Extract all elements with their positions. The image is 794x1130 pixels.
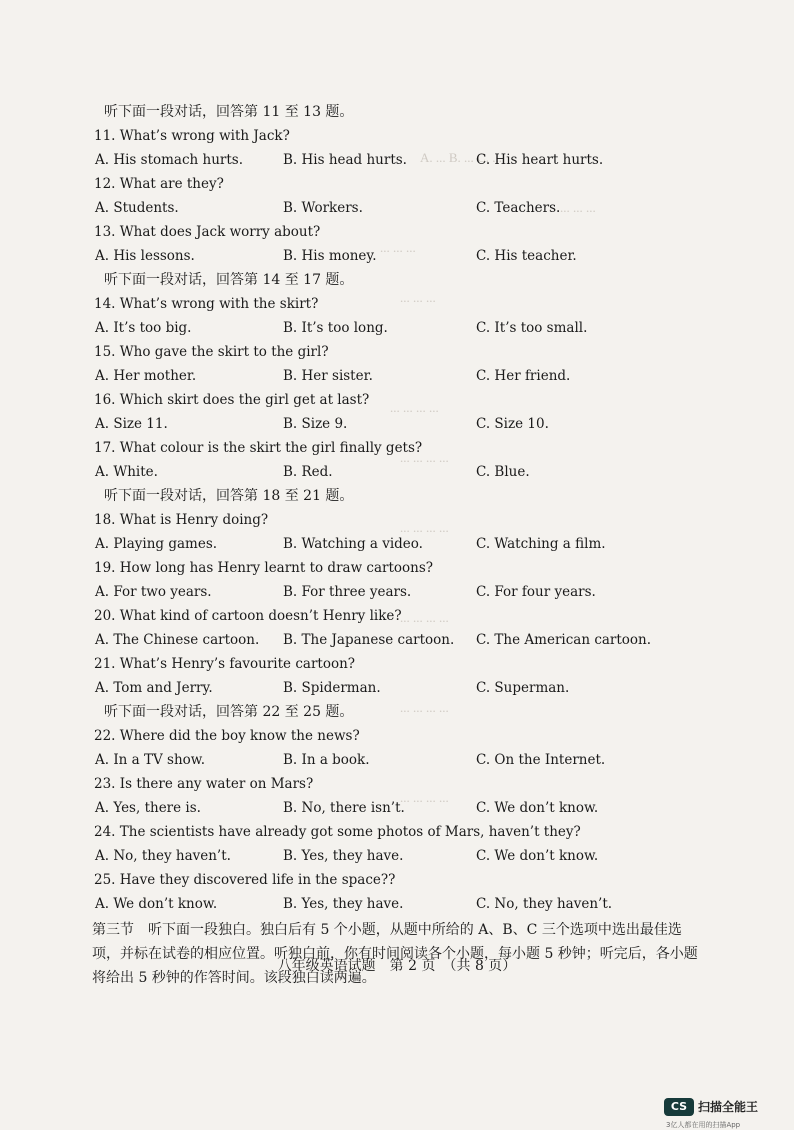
question-stem: 24. The scientists have already got some photos of Mars, haven’t they?	[94, 824, 581, 840]
option-c: C. It’s too small.	[476, 320, 588, 336]
answer-options	[92, 748, 712, 772]
option-b: B. His head hurts.	[283, 152, 407, 168]
question-item	[92, 652, 712, 700]
question-stem: 19. How long has Henry learnt to draw cartoons?	[94, 560, 434, 576]
answer-options	[92, 532, 712, 556]
scanner-tagline: 3亿人都在用的扫描App	[666, 1121, 741, 1129]
option-c: C. For four years.	[476, 584, 596, 600]
answer-options	[92, 196, 712, 220]
question-item	[92, 436, 712, 484]
question-stem: 17. What colour is the skirt the girl finally gets?	[94, 440, 423, 456]
option-a: A. In a TV show.	[95, 752, 206, 768]
section-header: 听下面一段对话，回答第 18 至 21 题。	[104, 488, 354, 504]
answer-options	[92, 460, 712, 484]
exam-page: A. ... B. ... C. ... ... ... ... ... ... ... ... ... ... ... ... ... ... ... ... ... ... ... ... ... ... ... ... ... ... ... ... ... ... ... ... ... ... 听下面一段对话，回答第 11 至 13 题。 11. What’s wrong with Jack? A. His stomach hurts. B. His head hurts. C. His heart hurts. 12. What are they? A. Students. B. Workers. C. Teachers. 13. What does Jack worry about? A. His lessons. B. His money. C. His teacher. 听下面一段对话，回答第 14 至 17 题。 14. What’s wrong with the skirt? A. It’s too big. B. It’s too long. C. It’s too small. 15. Who gave the skirt to the girl? A. Her mother. B. Her sister. C. Her friend. 16. Which skirt does the girl get at last? A. Size 11. B. Size 9. C. Size 10. 17. What colour is the skirt the girl finally gets? A. White. B. Red. C. Blue. 听下面一段对话，回答第 18 至 21 题。 18. What is Henry doing? A. Playing games. B. Watching a video. C. Watching a film. 19. How long has Henry learnt to draw cartoons? A. For two years. B. For three years. C. For four years. 20. What kind of cartoon doesn’t Henry like? A. The Chinese cartoon. B. The Japanese cartoon. C. The American cartoon. 21. What’s Henry’s favourite cartoon? A. Tom and Jerry. B. Spiderman. C. Superman. 听下面一段对话，回答第 22 至 25 题。 22. Where did the boy know the news? A. In a TV show. B. In a book. C. On the Internet. 23. Is there any water on Mars? A. Yes, there is. B. No, there isn’t. C. We don’t know. 24. The scientists have already got some photos of Mars, haven’t they? A. No, they haven’t. B. Yes, they have. C. We don’t know. 25. Have they discovered life in the space?? A. We don’t know. B. Yes, they have. C. No, they haven’t. 第三节 听下面一段独白。独白后有 5 个小题，从题中所给的 A、B、C 三个选项中选出最佳选项，并标在试卷的相应位置。听独白前，你有时间阅读各个小题，每小题 5 秒钟；听完后，各小题将给出 5 秒钟的作答时间。该段独白读两遍。 八年级英语试题 第 2 页 （共 8 页） CS 扫描全能王 3亿人都在用的扫描App	[0, 0, 794, 1124]
option-b: B. The Japanese cartoon.	[283, 632, 455, 648]
question-stem: 25. Have they discovered life in the space??	[94, 872, 396, 888]
question-item	[92, 724, 712, 772]
answer-options	[92, 364, 712, 388]
option-a: A. No, they haven’t.	[95, 848, 231, 864]
question-content	[92, 100, 712, 990]
answer-options	[92, 244, 712, 268]
option-b: B. No, there isn’t.	[283, 800, 405, 816]
option-b: B. Spiderman.	[283, 680, 381, 696]
option-a: A. Tom and Jerry.	[95, 680, 213, 696]
option-a: A. His lessons.	[95, 248, 195, 264]
option-a: A. We don’t know.	[95, 896, 218, 912]
question-item	[92, 220, 712, 268]
option-c: C. Size 10.	[476, 416, 549, 432]
option-a: A. Size 11.	[95, 416, 168, 432]
question-item	[92, 292, 712, 340]
option-a: A. White.	[95, 464, 158, 480]
question-item	[92, 604, 712, 652]
option-a: A. Her mother.	[95, 368, 197, 384]
option-c: C. Blue.	[476, 464, 530, 480]
answer-options	[92, 628, 712, 652]
option-b: B. It’s too long.	[283, 320, 388, 336]
option-a: A. Yes, there is.	[95, 800, 201, 816]
answer-options	[92, 892, 712, 916]
option-c: C. Teachers.	[476, 200, 561, 216]
question-item	[92, 772, 712, 820]
question-stem: 15. Who gave the skirt to the girl?	[94, 344, 329, 360]
question-item	[92, 172, 712, 220]
option-a: A. Playing games.	[95, 536, 218, 552]
option-b: B. In a book.	[283, 752, 370, 768]
question-stem: 14. What’s wrong with the skirt?	[94, 296, 319, 312]
question-item	[92, 124, 712, 172]
page-footer: 八年级英语试题 第 2 页 （共 8 页）	[277, 958, 517, 974]
question-item	[92, 556, 712, 604]
question-item	[92, 868, 712, 916]
question-stem: 16. Which skirt does the girl get at last?	[94, 392, 370, 408]
option-b: B. Yes, they have.	[283, 896, 404, 912]
question-stem: 23. Is there any water on Mars?	[94, 776, 314, 792]
option-b: B. Yes, they have.	[283, 848, 404, 864]
option-a: A. Students.	[95, 200, 179, 216]
answer-options	[92, 148, 712, 172]
camscanner-logo-icon: CS	[664, 1098, 694, 1116]
question-stem: 13. What does Jack worry about?	[94, 224, 321, 240]
answer-options	[92, 844, 712, 868]
option-c: C. Her friend.	[476, 368, 571, 384]
option-b: B. Red.	[283, 464, 333, 480]
question-stem: 11. What’s wrong with Jack?	[94, 128, 290, 144]
question-stem: 21. What’s Henry’s favourite cartoon?	[94, 656, 356, 672]
question-stem: 12. What are they?	[94, 176, 224, 192]
section-22-25	[92, 700, 712, 916]
option-c: C. His heart hurts.	[476, 152, 604, 168]
section-header: 听下面一段对话，回答第 22 至 25 题。	[104, 704, 354, 720]
answer-options	[92, 580, 712, 604]
answer-options	[92, 796, 712, 820]
section-3-instructions: 第三节 听下面一段独白。独白后有 5 个小题，从题中所给的 A、B、C 三个选项中选出最佳选项，并标在试卷的相应位置。听独白前，你有时间阅读各个小题，每小题 5 秒钟；听完后，各小题将给出 5 秒钟的作答时间。该段独白读两遍。	[92, 922, 698, 986]
option-b: B. For three years.	[283, 584, 412, 600]
answer-options	[92, 412, 712, 436]
option-c: C. Watching a film.	[476, 536, 606, 552]
option-c: C. No, they haven’t.	[476, 896, 613, 912]
option-a: A. It’s too big.	[95, 320, 192, 336]
answer-options	[92, 316, 712, 340]
question-stem: 20. What kind of cartoon doesn’t Henry like?	[94, 608, 402, 624]
section-14-17	[92, 268, 712, 484]
option-c: C. Superman.	[476, 680, 570, 696]
question-stem: 22. Where did the boy know the news?	[94, 728, 360, 744]
option-a: A. The Chinese cartoon.	[95, 632, 260, 648]
section-11-13	[92, 100, 712, 268]
scanner-app-name: 扫描全能王	[698, 1100, 759, 1114]
question-stem: 18. What is Henry doing?	[94, 512, 269, 528]
question-item	[92, 820, 712, 868]
option-c: C. The American cartoon.	[476, 632, 652, 648]
option-b: B. Workers.	[283, 200, 363, 216]
question-item	[92, 508, 712, 556]
option-b: B. Size 9.	[283, 416, 348, 432]
option-c: C. We don’t know.	[476, 848, 599, 864]
option-c: C. His teacher.	[476, 248, 577, 264]
question-item	[92, 388, 712, 436]
section-header: 听下面一段对话，回答第 14 至 17 题。	[104, 272, 354, 288]
option-a: A. His stomach hurts.	[95, 152, 244, 168]
option-c: C. On the Internet.	[476, 752, 606, 768]
option-b: B. Watching a video.	[283, 536, 423, 552]
answer-options	[92, 676, 712, 700]
option-a: A. For two years.	[95, 584, 212, 600]
option-b: B. Her sister.	[283, 368, 373, 384]
option-b: B. His money.	[283, 248, 377, 264]
question-item	[92, 340, 712, 388]
section-header: 听下面一段对话，回答第 11 至 13 题。	[104, 104, 354, 120]
section-18-21	[92, 484, 712, 700]
option-c: C. We don’t know.	[476, 800, 599, 816]
